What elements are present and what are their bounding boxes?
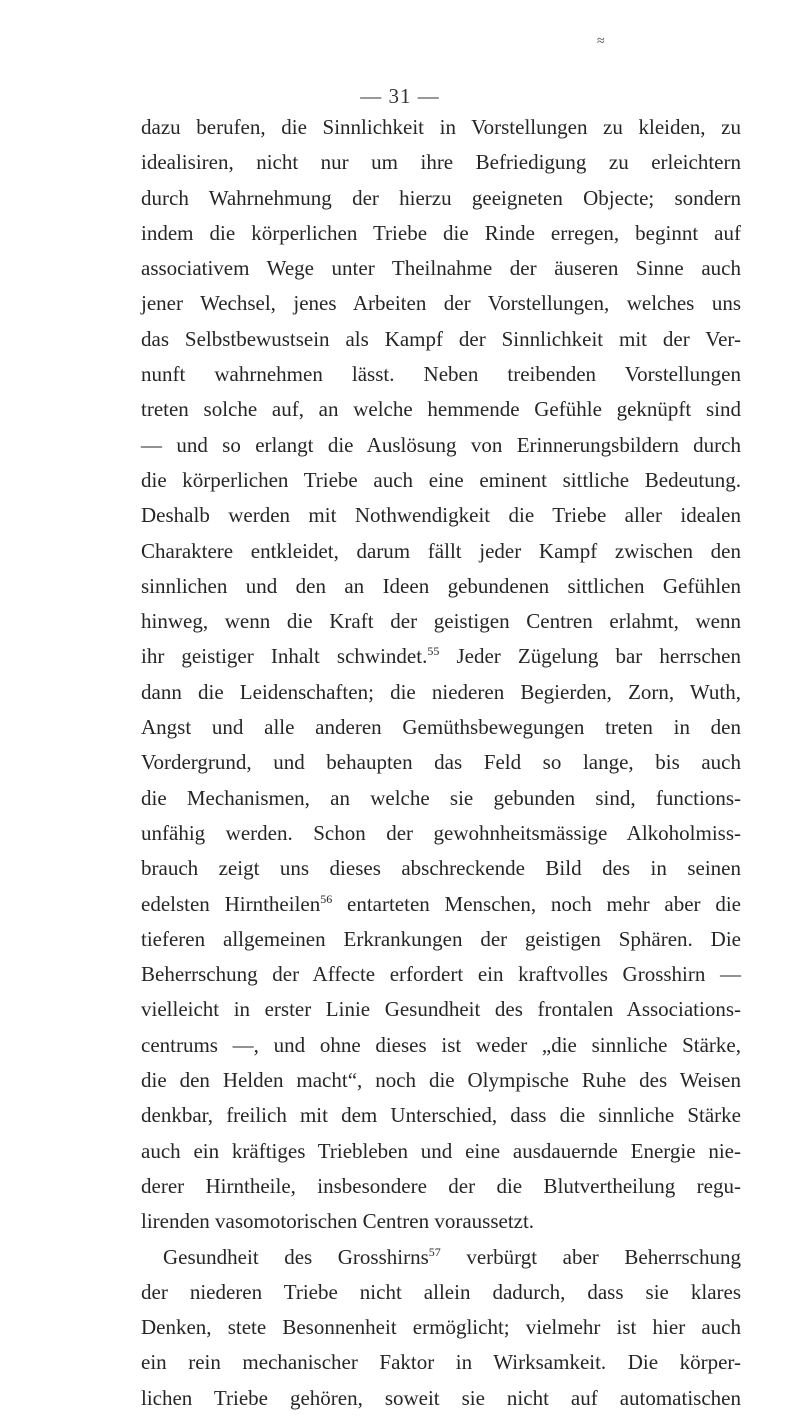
text-span: dann die Leidenschaften; die niederen Begierden, Zorn, Wuth, <box>141 679 741 704</box>
text-span: die den Helden macht“, noch die Olympische Ruhe des Weisen <box>141 1068 741 1093</box>
text-line <box>141 1028 741 1063</box>
text-line <box>141 710 741 745</box>
text-span: jener Wechsel, jenes Arbeiten der Vorstellungen, welches uns <box>141 291 741 316</box>
text-span: Vordergrund, und behaupten das Feld so lange, bis auch <box>141 750 741 775</box>
text-line <box>141 357 741 392</box>
text-span: edelsten Hirntheilen <box>141 891 321 916</box>
text-line <box>141 887 741 922</box>
text-span: ein rein mechanischer Faktor in Wirksamkeit. Die körper- <box>141 1350 741 1375</box>
text-line <box>141 392 741 427</box>
text-line <box>141 1204 741 1239</box>
text-span: lichen Triebe gehören, soweit sie nicht auf automatischen <box>141 1385 741 1410</box>
footnote-ref: 55 <box>427 644 440 659</box>
text-span: Jeder Zügelung bar herrschen <box>439 644 741 669</box>
text-line <box>141 534 741 569</box>
text-span: derer Hirntheile, insbesondere der die Blutvertheilung regu- <box>141 1173 741 1198</box>
text-span: Denken, stete Besonnenheit ermöglicht; vielmehr ist hier auch <box>141 1315 741 1340</box>
text-span: — und so erlangt die Auslösung von Erinnerungsbildern durch <box>141 432 741 457</box>
text-span: unfähig werden. Schon der gewohnheitsmässige Alkoholmiss- <box>141 820 741 845</box>
print-mark: ≈ <box>597 34 605 49</box>
text-line <box>141 604 741 639</box>
text-line <box>141 463 741 498</box>
footnote-ref: 57 <box>428 1244 441 1259</box>
text-span: brauch zeigt uns dieses abschreckende Bild des in seinen <box>141 856 741 881</box>
text-line <box>141 816 741 851</box>
text-span: vielleicht in erster Linie Gesundheit des frontalen Associations- <box>141 997 741 1022</box>
text-line <box>141 922 741 957</box>
text-span: der niederen Triebe nicht allein dadurch, dass sie klares <box>141 1279 741 1304</box>
text-span: associativem Wege unter Theilnahme der äuseren Sinne auch <box>141 256 741 281</box>
text-span: lirenden vasomotorischen Centren voraussetzt. <box>141 1209 535 1234</box>
footnote-ref: 56 <box>320 891 333 906</box>
text-line <box>141 1063 741 1098</box>
text-span: ihr geistiger Inhalt schwindet. <box>141 644 428 669</box>
text-span: die körperlichen Triebe auch eine eminent sittliche Bedeutung. <box>141 467 741 492</box>
text-span: dazu berufen, die Sinnlichkeit in Vorstellungen zu kleiden, zu <box>141 115 741 139</box>
text-line <box>141 1098 741 1133</box>
text-span: Angst und alle anderen Gemüthsbewegungen treten in den <box>141 715 741 740</box>
text-line <box>141 181 741 216</box>
text-span: nunft wahrnehmen lässt. Neben treibenden Vorstellungen <box>141 362 741 387</box>
text-line <box>141 1275 741 1310</box>
text-span: entarteten Menschen, noch mehr aber die <box>332 891 741 916</box>
text-line <box>141 216 741 251</box>
text-line <box>141 992 741 1027</box>
text-span: das Selbstbewustsein als Kampf der Sinnlichkeit mit der Ver- <box>141 326 741 351</box>
text-line <box>141 498 741 533</box>
text-line <box>141 639 741 674</box>
text-line <box>141 322 741 357</box>
text-span: auch ein kräftiges Triebleben und eine ausdauernde Energie nie- <box>141 1138 741 1163</box>
text-span: treten solche auf, an welche hemmende Gefühle geknüpft sind <box>141 397 741 422</box>
text-span: idealisiren, nicht nur um ihre Befriedigung zu erleichtern <box>141 150 741 175</box>
text-span: hinweg, wenn die Kraft der geistigen Centren erlahmt, wenn <box>141 609 741 634</box>
text-line <box>141 1240 741 1275</box>
text-line <box>141 286 741 321</box>
text-line <box>141 745 741 780</box>
text-line <box>141 1381 741 1416</box>
text-span: Gesundheit des Grosshirns <box>163 1244 429 1269</box>
page-number: — 31 — <box>360 84 440 108</box>
text-line <box>141 851 741 886</box>
text-line <box>141 957 741 992</box>
text-span: durch Wahrnehmung der hierzu geeigneten Objecte; sondern <box>141 185 741 210</box>
text-line <box>141 428 741 463</box>
text-span: Beherrschung der Affecte erfordert ein kraftvolles Grosshirn — <box>141 962 741 987</box>
text-span: indem die körperlichen Triebe die Rinde erregen, beginnt auf <box>141 220 741 245</box>
text-line <box>141 569 741 604</box>
text-span: denkbar, freilich mit dem Unterschied, dass die sinnliche Stärke <box>141 1103 741 1128</box>
text-line <box>141 145 741 180</box>
text-span: sinnlichen und den an Ideen gebundenen sittlichen Gefühlen <box>141 573 741 598</box>
text-line <box>141 1169 741 1204</box>
text-line <box>141 675 741 710</box>
text-line <box>141 1134 741 1169</box>
body-text <box>141 110 741 1416</box>
text-span: die Mechanismen, an welche sie gebunden sind, functions- <box>141 785 741 810</box>
text-span: Deshalb werden mit Nothwendigkeit die Triebe aller idealen <box>141 503 741 528</box>
text-line <box>141 251 741 286</box>
text-span: verbürgt aber Beherrschung <box>440 1244 741 1269</box>
text-line <box>141 1345 741 1380</box>
text-line <box>141 110 741 145</box>
text-span: centrums —, und ohne dieses ist weder „die sinnliche Stärke, <box>141 1032 741 1057</box>
text-line <box>141 781 741 816</box>
text-line <box>141 1310 741 1345</box>
text-span: tieferen allgemeinen Erkrankungen der geistigen Sphären. Die <box>141 926 741 951</box>
text-span: Charaktere entkleidet, darum fällt jeder Kampf zwischen den <box>141 538 741 563</box>
